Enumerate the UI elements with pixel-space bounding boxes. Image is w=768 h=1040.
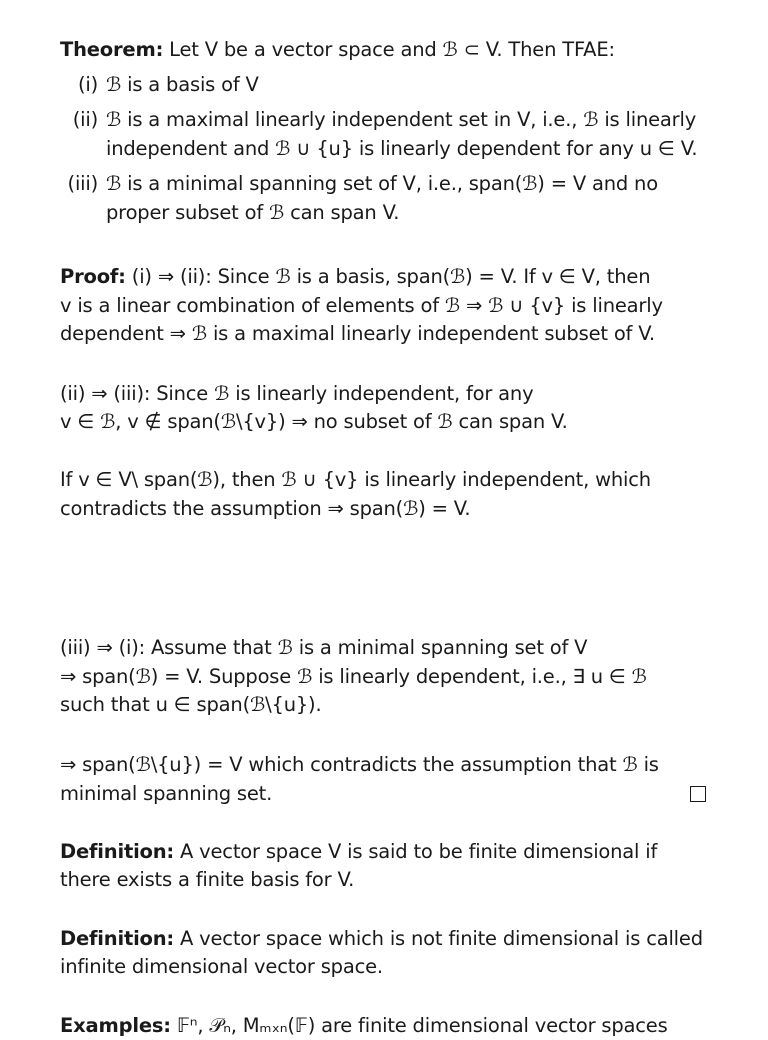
definition-2-line-1 xyxy=(60,925,703,953)
examples-heading: Examples: xyxy=(60,1014,171,1037)
item-text-ii-2: independent and ℬ ∪ {u} is linearly dependent for any u ∈ V. xyxy=(106,137,698,160)
theorem-line xyxy=(60,36,615,64)
proof-part2-line-1: (ii) ⇒ (iii): Since ℬ is linearly independent, for any xyxy=(60,382,534,405)
item-text-ii-1: ℬ is a maximal linearly independent set in V, i.e., ℬ is linearly xyxy=(106,108,697,131)
definition-2-heading: Definition: xyxy=(60,927,175,950)
proof-part4-line-2: ⇒ span(ℬ) = V. Suppose ℬ is linearly dependent, i.e., ∃ u ∈ ℬ xyxy=(60,665,647,688)
examples-line xyxy=(60,1012,668,1040)
proof-line-3: dependent ⇒ ℬ is a maximal linearly independent subset of V. xyxy=(60,322,655,345)
qed-square-icon xyxy=(690,786,706,802)
proof-part3-line-2: contradicts the assumption ⇒ span(ℬ) = V. xyxy=(60,497,471,520)
proof-line-2: v is a linear combination of elements of ℬ ⇒ ℬ ∪ {v} is linearly xyxy=(60,294,663,317)
proof-text: (i) ⇒ (ii): Since ℬ is a basis, span(ℬ) = V. If v ∈ V, then xyxy=(131,265,651,288)
definition-2-line-2: infinite dimensional vector space. xyxy=(60,955,383,978)
examples-text: 𝔽ⁿ, 𝒫ₙ, Mₘₓₙ(𝔽) are finite dimensional vector spaces xyxy=(176,1014,668,1037)
item-label-i: (i) xyxy=(77,73,98,96)
proof-part4-line-1: (iii) ⇒ (i): Assume that ℬ is a minimal spanning set of V xyxy=(60,636,588,659)
proof-part5-line-2: minimal spanning set. xyxy=(60,782,273,805)
proof-part5-line-1: ⇒ span(ℬ\{u}) = V which contradicts the assumption that ℬ is xyxy=(60,753,659,776)
item-label-iii: (iii) xyxy=(67,172,98,195)
proof-part2-line-2: v ∈ ℬ, v ∉ span(ℬ\{v}) ⇒ no subset of ℬ can span V. xyxy=(60,410,568,433)
item-label-ii: (ii) xyxy=(72,108,98,131)
definition-1-heading: Definition: xyxy=(60,840,175,863)
proof-part3-line-1: If v ∈ V\ span(ℬ), then ℬ ∪ {v} is linearly independent, which xyxy=(60,468,651,491)
item-text-iii-1: ℬ is a minimal spanning set of V, i.e., span(ℬ) = V and no xyxy=(106,172,658,195)
proof-heading: Proof: xyxy=(60,265,126,288)
definition-1-line-2: there exists a finite basis for V. xyxy=(60,868,355,891)
definition-2-text: A vector space which is not finite dimensional is called xyxy=(180,927,703,950)
theorem-heading: Theorem: xyxy=(60,38,164,61)
item-text-i: ℬ is a basis of V xyxy=(106,73,259,96)
proof-line-1 xyxy=(60,263,650,291)
definition-1-line-1 xyxy=(60,838,657,866)
theorem-intro: Let V be a vector space and ℬ ⊂ V. Then TFAE: xyxy=(169,38,615,61)
item-text-iii-2: proper subset of ℬ can span V. xyxy=(106,201,400,224)
proof-part4-line-3: such that u ∈ span(ℬ\{u}). xyxy=(60,693,322,716)
definition-1-text: A vector space V is said to be finite dimensional if xyxy=(180,840,658,863)
